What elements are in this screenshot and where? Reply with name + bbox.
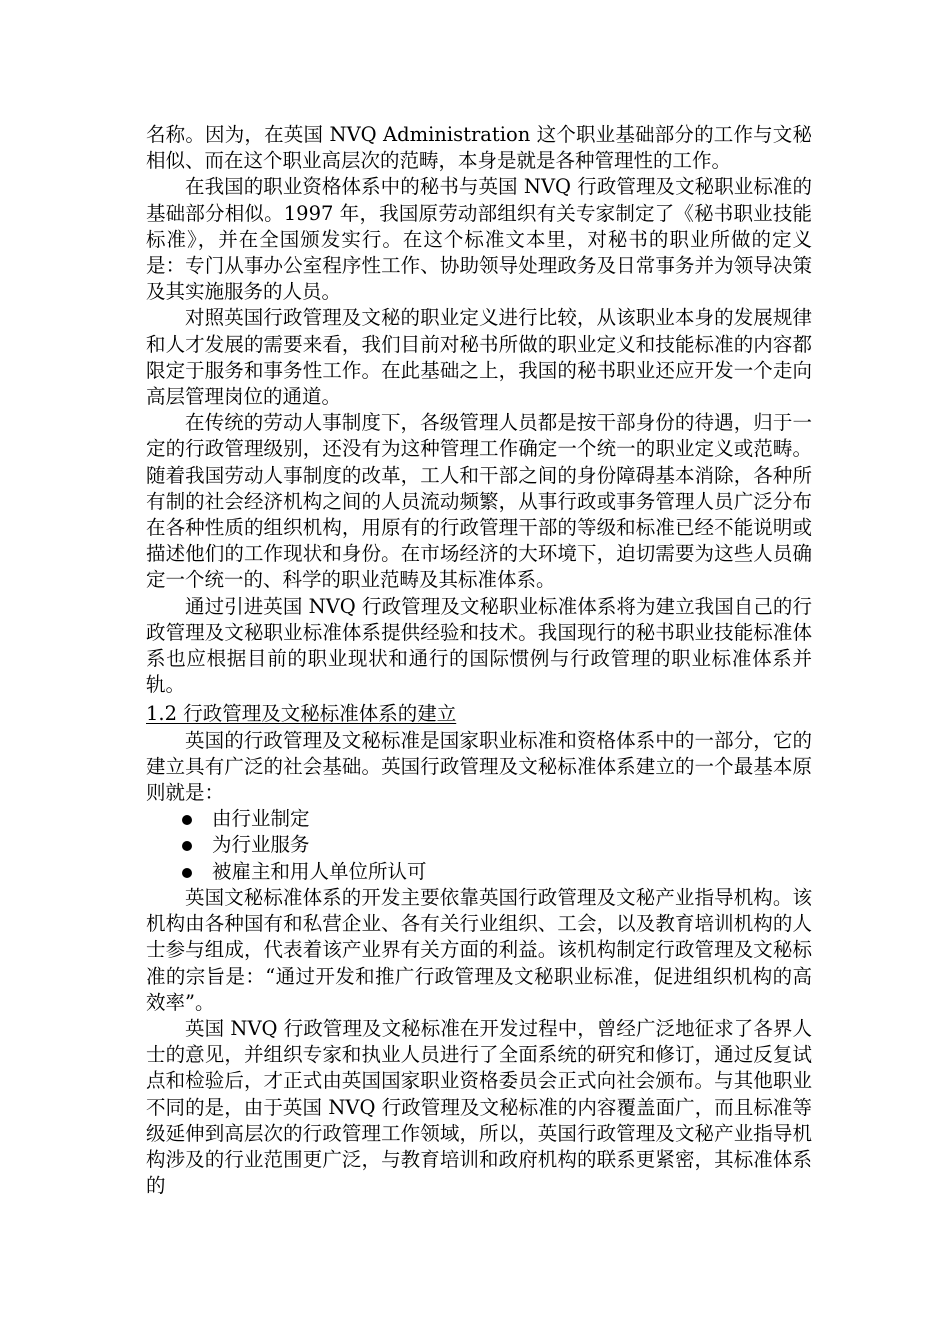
list-item-text: 由行业制定 xyxy=(212,807,310,831)
paragraph-comparison: 对照英国行政管理及文秘的职业定义进行比较，从该职业本身的发展规律和人才发展的需要来看，我们目前对秘书所做的职业定义和技能标准的内容都限定于服务和事务性工作。在此基础之上，我国的秘书职业还应开发一个走向高层管理岗位的通道。 xyxy=(146,306,812,409)
section-heading: 1.2 行政管理及文秘标准体系的建立 xyxy=(146,702,457,726)
paragraph-secretary-standard: 在我国的职业资格体系中的秘书与英国 NVQ 行政管理及文秘职业标准的基础部分相似。1997 年，我国原劳动部组织有关专家制定了《秘书职业技能标准》，并在全国颁发实行。在这个标准文本里，对秘书的职业所做的定义是：专门从事办公室程序性工作、协助领导处理政务及日常事务并为领导决策及其实施服务的人员。 xyxy=(146,175,812,304)
document-page xyxy=(146,122,812,1199)
bullet-icon xyxy=(182,815,192,825)
paragraph-continued: 名称。因为，在英国 NVQ Administration 这个职业基础部分的工作与文秘相似、而在这个职业高层次的范畴，本身是就是各种管理性的工作。 xyxy=(146,123,812,173)
principles-list xyxy=(146,806,812,885)
list-item-text: 被雇主和用人单位所认可 xyxy=(212,859,427,883)
list-item xyxy=(146,859,812,885)
paragraph-development-body: 英国文秘标准体系的开发主要依靠英国行政管理及文秘产业指导机构。该机构由各种国有和私营企业、各有关行业组织、工会，以及教育培训机构的人士参与组成，代表着该产业界有关方面的利益。该机构制定行政管理及文秘标准的宗旨是：“通过开发和推广行政管理及文秘职业标准，促进组织机构的高效率”。 xyxy=(146,885,812,1014)
paragraph-traditional-system: 在传统的劳动人事制度下，各级管理人员都是按干部身份的待遇，归于一定的行政管理级别，还没有为这种管理工作确定一个统一的职业定义或范畴。随着我国劳动人事制度的改革，工人和干部之间的身份障碍基本消除，各种所有制的社会经济机构之间的人员流动频繁，从事行政或事务管理人员广泛分布在各种性质的组织机构，用原有的行政管理干部的等级和标准已经不能说明或描述他们的工作现状和身份。在市场经济的大环境下，迫切需要为这些人员确定一个统一的、科学的职业范畴及其标准体系。 xyxy=(146,411,812,592)
bullet-icon xyxy=(182,841,192,851)
bullet-icon xyxy=(182,868,192,878)
paragraph-introduction-nvq: 通过引进英国 NVQ 行政管理及文秘职业标准体系将为建立我国自己的行政管理及文秘职业标准体系提供经验和技术。我国现行的秘书职业技能标准体系也应根据目前的职业现状和通行的国际惯例与行政管理的职业标准体系并轨。 xyxy=(146,594,812,697)
list-item xyxy=(146,806,812,832)
list-item-text: 为行业服务 xyxy=(212,833,310,857)
list-item xyxy=(146,832,812,858)
paragraph-development-process: 英国 NVQ 行政管理及文秘标准在开发过程中，曾经广泛地征求了各界人士的意见，并组织专家和执业人员进行了全面系统的研究和修订，通过反复试点和检验后，才正式由英国国家职业资格委员会正式向社会颁布。与其他职业不同的是，由于英国 NVQ 行政管理及文秘标准的内容覆盖面广，而且标准等级延伸到高层次的行政管理工作领域，所以，英国行政管理及文秘产业指导机构涉及的行业范围更广泛，与教育培训和政府机构的联系更紧密，其标准体系的 xyxy=(146,1016,812,1198)
paragraph-section-intro: 英国的行政管理及文秘标准是国家职业标准和资格体系中的一部分，它的建立具有广泛的社会基础。英国行政管理及文秘标准体系建立的一个最基本原则就是： xyxy=(146,728,812,805)
